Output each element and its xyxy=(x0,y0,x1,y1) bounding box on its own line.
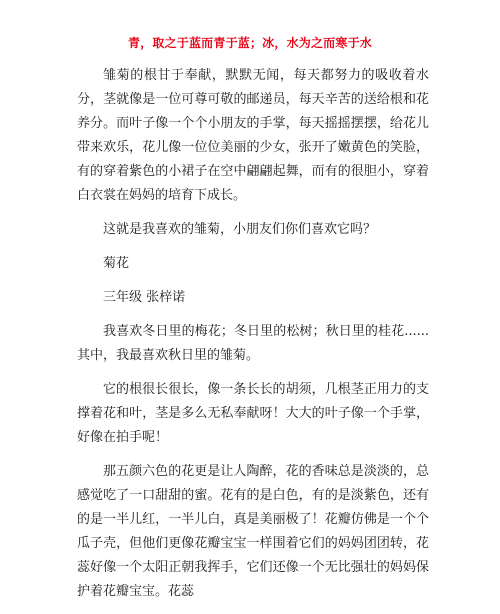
paragraph-question: 这就是我喜欢的雏菊，小朋友们你们喜欢它吗？ xyxy=(103,222,377,237)
body-text xyxy=(77,64,429,614)
paragraph-intro: 我喜欢冬日里的梅花；冬日里的松树；秋日里的桂花......其中，我最喜欢秋日里的雏菊。 xyxy=(77,324,429,363)
paragraph-flower: 那五颜六色的花更是让人陶醉，花的香味总是淡淡的，总感觉吃了一口甜甜的蜜。花有的是白色，有的是淡紫色，还有的是一半儿红，一半儿白，真是美丽极了！花瓣仿佛是一个个瓜子壳，但他们更像花瓣宝宝一样围着它们的妈妈团团转，花蕊好像一个太阳正朝我挥手，它们还像一个无比强壮的妈妈保护着花瓣宝宝。花蕊 xyxy=(77,464,429,599)
essay-author: 三年级 张梓诺 xyxy=(103,290,186,305)
essay-title: 菊花 xyxy=(103,256,130,271)
header-motto: 青，取之于蓝而青于蓝；冰，水为之而寒于水 xyxy=(127,36,372,50)
paragraph-root-stem-leaf: 它的根很长很长，像一条长长的胡须，几根茎正用力的支撑着花和叶，茎是多么无私奉献呀！大大的叶子像一个手掌，好像在拍手呢！ xyxy=(77,382,429,445)
paragraph-daisy-description: 雏菊的根甘于奉献，默默无闻，每天都努力的吸收着水分，茎就像是一位可尊可敬的邮递员，每天辛苦的送给根和花养分。而叶子像一个个小朋友的手掌，每天摇摇摆摆，给花儿 带来欢乐，花儿像一位位美丽的少女，张开了嫩黄色的笑脸，有的穿着紫色的小裙子在空中翩翩起舞，而有的很胆小，穿着白衣裳在妈妈的培育下成长。 xyxy=(77,68,429,203)
